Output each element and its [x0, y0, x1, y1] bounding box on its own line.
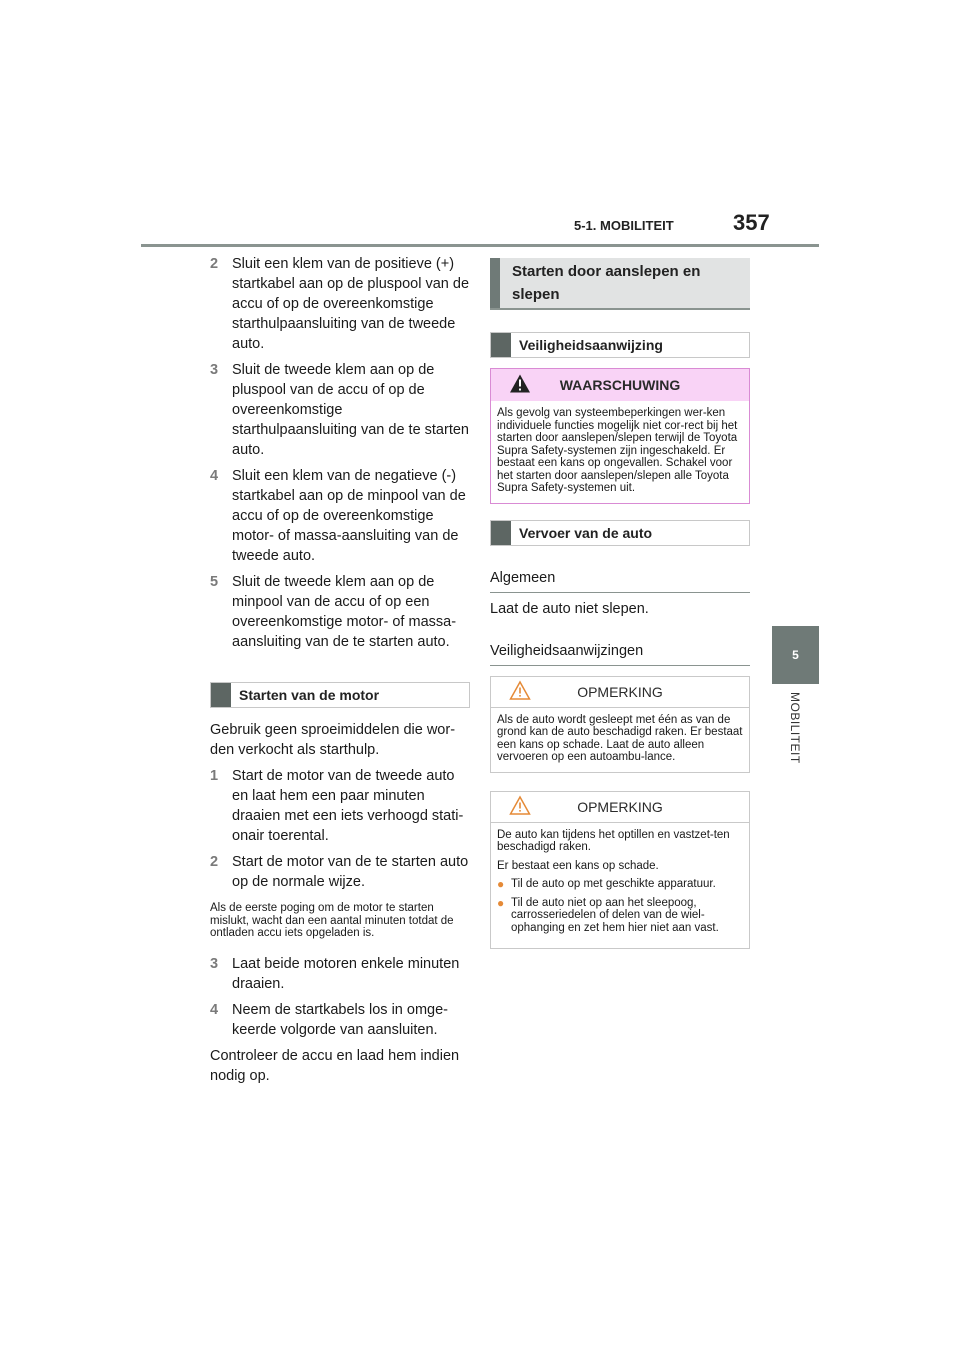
- step-item: [210, 572, 470, 652]
- steps-list-c: [210, 954, 470, 1040]
- heading-start-engine: [210, 682, 470, 708]
- warning-text: Als gevolg van systeembeperkingen wer-ken individuele functies mogelijk niet cor-rect bij het starten door aanslepen/slepen terwijl de Toyota Supra Safety-systemen zijn ingeschakeld. Er bestaat een kans op ongevallen. Schakel voor het starten door aanslepen/slepen alle Toyota Supra Safety-systemen uit.: [497, 407, 738, 494]
- warning-triangle-icon: [509, 374, 531, 397]
- step-item: [210, 1000, 470, 1040]
- step-number: 3: [210, 362, 219, 378]
- step-text: Laat beide motoren enkele minuten draaien.: [232, 955, 460, 992]
- heading-safety: [490, 332, 750, 358]
- warning-box: [490, 368, 750, 504]
- bullet-text: Til de auto niet op aan het sleepoog, carrosseriedelen of delen van de wiel-ophanging en zet hem hier niet aan vast.: [511, 896, 719, 934]
- caution-triangle-icon: [509, 680, 531, 703]
- left-column: [210, 254, 470, 1092]
- right-column: [490, 258, 750, 949]
- subheading-general: Algemeen: [490, 570, 750, 593]
- section-title: 5-1. MOBILITEIT: [574, 218, 674, 233]
- warning-header: [491, 369, 749, 401]
- note-body: [491, 823, 749, 949]
- general-text: Laat de auto niet slepen.: [490, 600, 649, 617]
- heading-transport: [490, 520, 750, 546]
- step-number: 2: [210, 256, 219, 272]
- step-number: 4: [210, 1001, 219, 1018]
- step-item: [210, 766, 470, 846]
- note-paragraph: Er bestaat een kans op schade.: [497, 859, 659, 872]
- bullet-icon: ●: [497, 877, 505, 891]
- step-text: Sluit de tweede klem aan op de pluspool van de accu of op de overeenkomstige starthulpaansluiting van de te starten auto.: [232, 362, 469, 458]
- bullet-item: [497, 878, 743, 891]
- step-number: 4: [210, 468, 219, 484]
- step-text: Sluit de tweede klem aan op de minpool van de accu of op een overeenkomstige motor- of massa-aansluiting van de te starten auto.: [232, 574, 457, 650]
- step-item: [210, 360, 470, 460]
- step-item: [210, 466, 470, 566]
- note-box-2: [490, 791, 750, 950]
- step-text: Neem de startkabels los in omge-keerde volgorde van aansluiten.: [232, 1001, 448, 1038]
- step-text: Sluit een klem van de negatieve (-) startkabel aan op de minpool van de accu of op de overeenkomstige motor- of massa-aansluiting van de tweede auto.: [232, 468, 466, 564]
- step-number: 5: [210, 574, 219, 590]
- step-number: 3: [210, 955, 219, 972]
- warning-title: WAARSCHUWING: [559, 377, 681, 393]
- small-note: Als de eerste poging om de motor te starten mislukt, wacht dan een aantal minuten totdat de ontladen accu iets opgeladen is.: [210, 902, 454, 939]
- heading-marker: [490, 258, 500, 308]
- page-number: 357: [733, 210, 770, 235]
- heading-label: Veiligheidsaanwijzing: [519, 337, 663, 353]
- note-paragraph: De auto kan tijdens het optillen en vastzet-ten beschadigd raken.: [497, 828, 730, 853]
- closing-text: Controleer de accu en laad hem indien nodig op.: [210, 1047, 460, 1084]
- bullet-text: Til de auto op met geschikte apparatuur.: [511, 878, 716, 890]
- chapter-tab-number: 5: [772, 626, 819, 684]
- step-number: 1: [210, 768, 219, 784]
- step-text: Start de motor van de te starten auto op de normale wijze.: [232, 854, 469, 890]
- note-text: Als de auto wordt gesleept met één as van de grond kan de auto beschadigd raken. Er bestaat een kans op schade. Laat de auto alleen vervoeren op een autoambu-lance.: [497, 713, 743, 763]
- note-title: OPMERKING: [577, 798, 663, 815]
- steps-list-a: [210, 254, 470, 652]
- chapter-tab-label: MOBILITEIT: [788, 692, 802, 764]
- step-item: [210, 254, 470, 354]
- note-box-1: [490, 676, 750, 773]
- bullet-item: [497, 897, 743, 935]
- steps-list-b: [210, 766, 470, 892]
- header-divider: [141, 244, 819, 247]
- main-heading: [490, 258, 750, 310]
- step-item: [210, 852, 470, 892]
- intro-text: Gebruik geen sproeimiddelen die wor-den verkocht als starthulp.: [210, 722, 456, 758]
- main-heading-label: Starten door aanslepen en slepen: [512, 263, 701, 303]
- caution-triangle-icon: [509, 795, 531, 818]
- step-text: Sluit een klem van de positieve (+) startkabel aan op de pluspool van de accu of op de overeenkomstige starthulpaansluiting van de tweede auto.: [232, 256, 470, 352]
- heading-marker: [211, 683, 231, 707]
- note-header: [491, 677, 749, 708]
- step-number: 2: [210, 854, 219, 870]
- step-text: Start de motor van de tweede auto en laat hem een paar minuten draaien met een iets verhoogd stati-onair toerental.: [232, 768, 464, 844]
- heading-label: Starten van de motor: [239, 687, 380, 703]
- step-item: [210, 954, 470, 994]
- heading-marker: [491, 333, 511, 357]
- chapter-tab: [780, 690, 810, 780]
- note-title: OPMERKING: [577, 683, 663, 700]
- heading-marker: [491, 521, 511, 545]
- heading-label: Vervoer van de auto: [519, 524, 653, 541]
- note-header: [491, 792, 749, 823]
- bullet-icon: ●: [497, 895, 505, 910]
- subheading-safety: Veiligheidsaanwijzingen: [490, 643, 750, 666]
